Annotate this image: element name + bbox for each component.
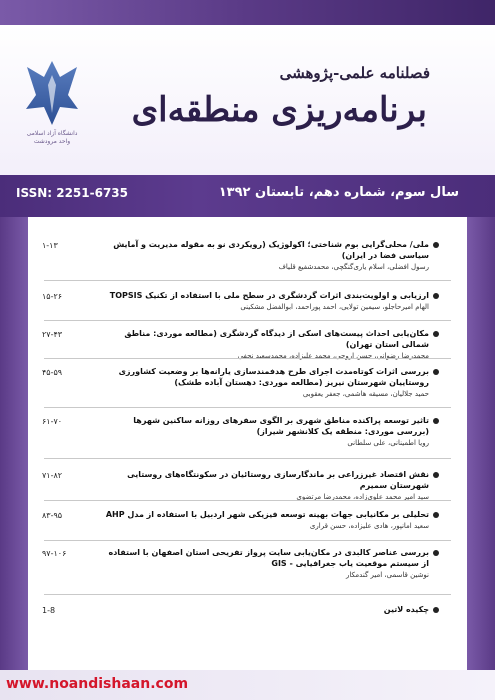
issn: ISSN: 2251-6735 bbox=[16, 186, 129, 200]
table-of-contents bbox=[28, 217, 467, 670]
divider bbox=[44, 358, 451, 359]
logo-caption: دانشگاه آزاد اسلامی واحد مرودشت bbox=[26, 130, 78, 145]
bullet-icon bbox=[433, 550, 439, 556]
toc-title: چکیده لاتین bbox=[383, 605, 429, 614]
toc-pages: ۶۱-۷۰ bbox=[42, 417, 63, 426]
toc-pages: 1-8 bbox=[42, 606, 56, 615]
quarterly-label: فصلنامه علمی-پژوهشی bbox=[279, 64, 430, 82]
top-band bbox=[0, 0, 495, 25]
divider bbox=[44, 500, 451, 501]
toc-title: ملی/ محلی‌گرایی بوم شناختی؛ اکولوژیک (رویکردی نو به مقوله مدیریت و آمایش سیاسی فضا در ایران) bbox=[113, 240, 429, 260]
divider bbox=[44, 594, 451, 595]
toc-authors: سعید امانپور، هادی علیزاده، حسن قراری bbox=[309, 522, 429, 530]
toc-title: تاثیر توسعه پراکنده مناطق شهری بر الگوی سفرهای روزانه ساکنین شهرها (بررسی موردی: منطقه یک کلانشهر شیراز) bbox=[133, 416, 429, 436]
divider bbox=[44, 407, 451, 408]
bullet-icon bbox=[433, 242, 439, 248]
toc-authors: محمدرضا رضوانی، حسن اروجی، محمد علیزاده، محمدسعید نجفی bbox=[237, 352, 429, 360]
bullet-icon bbox=[433, 293, 439, 299]
divider bbox=[44, 320, 451, 321]
bullet-icon bbox=[433, 331, 439, 337]
toc-pages: ۴۵-۵۹ bbox=[42, 368, 63, 377]
journal-title: برنامه‌ریزی منطقه‌ای bbox=[131, 90, 427, 130]
watermark-link[interactable]: www.noandishaan.com bbox=[6, 676, 189, 692]
toc-authors: الهام امیرحاجلو، سیمین تولایی، احمد پوراحمد، ابوالفضل مشکینی bbox=[240, 303, 429, 311]
toc-authors: حمید جلالیان، مسیقه هاشمی، جعفر یعقوبی bbox=[302, 390, 429, 398]
toc-title: ارزیابی و اولویت‌بندی اثرات گردشگری در سطح ملی با استفاده از تکنیک TOPSIS bbox=[109, 291, 429, 300]
toc-title: نقش اقتصاد غیرزراعی بر ماندگارسازی روستائیان در سکونتگاه‌های روستایی شهرستان سمیرم bbox=[127, 470, 429, 490]
toc-pages: ۱۵-۲۶ bbox=[42, 292, 63, 301]
toc-pages: ۷۱-۸۲ bbox=[42, 471, 63, 480]
bullet-icon bbox=[433, 472, 439, 478]
toc-title: مکان‌یابی احداث پیست‌های اسکی از دیدگاه گردشگری (مطالعه موردی: مناطق شمالی استان تهران) bbox=[124, 329, 429, 349]
divider bbox=[44, 458, 451, 459]
info-bar bbox=[0, 175, 495, 217]
left-border bbox=[0, 217, 28, 670]
divider bbox=[44, 280, 451, 281]
toc-authors: رویا اطمینانی، علی سلطانی bbox=[347, 439, 429, 447]
divider bbox=[44, 540, 451, 541]
toc-title: بررسی عناصر کالبدی در مکان‌یابی سایت پرواز تفریحی استان اصفهان با استفاده از سیستم موقعیت یاب جغرافیایی - GIS bbox=[108, 548, 429, 568]
toc-pages: ۹۷-۱۰۶ bbox=[42, 549, 67, 558]
toc-pages: ۱-۱۳ bbox=[42, 241, 58, 250]
bullet-icon bbox=[433, 607, 439, 613]
toc-title: بررسی اثرات کوتاه‌مدت اجرای طرح هدفمندسازی یارانه‌ها بر وضعیت کشاورزی روستاییان شهرستان نیریز (مطالعه موردی: دهستان آباده طشک) bbox=[118, 367, 429, 387]
toc-pages: ۲۷-۴۳ bbox=[42, 330, 63, 339]
issue-info: سال سوم، شماره دهم، تابستان ۱۳۹۲ bbox=[218, 185, 459, 200]
bullet-icon bbox=[433, 369, 439, 375]
bullet-icon bbox=[433, 418, 439, 424]
toc-pages: ۸۳-۹۵ bbox=[42, 511, 63, 520]
toc-title: تحلیلی بر مکانیابی جهات بهینه توسعه فیزیکی شهر اردبیل با استفاده از مدل AHP bbox=[105, 510, 429, 519]
right-border bbox=[467, 217, 495, 670]
toc-authors: نوشین قاسمی، امیر گندمکار bbox=[346, 571, 429, 579]
toc-authors: سید امیر محمد علوی‌زاده، محمدرضا مرتضوی bbox=[296, 493, 429, 501]
toc-authors: رسول افضلی، اسلام یاری‌گنگچی، محمدشفیع قلیاف bbox=[278, 263, 429, 271]
bullet-icon bbox=[433, 512, 439, 518]
